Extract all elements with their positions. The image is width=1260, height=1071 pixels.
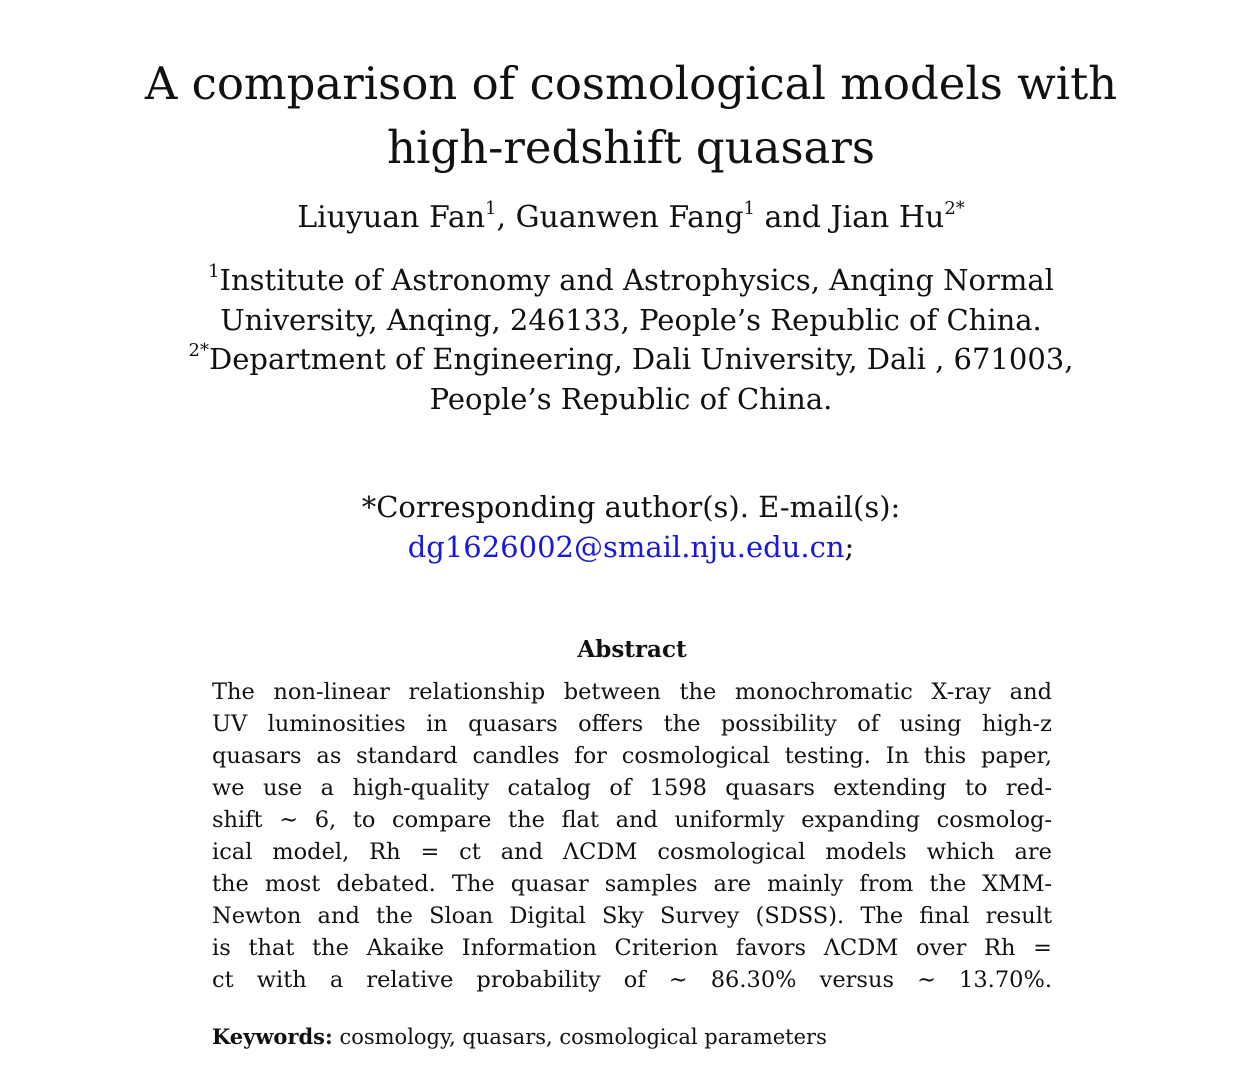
abstract-line: the most debated. The quasar samples are mainly from the XMM- xyxy=(212,871,1052,897)
keywords-text: cosmology, quasars, cosmological parameters xyxy=(339,1025,827,1049)
email-trailing-punct: ; xyxy=(844,529,855,564)
abstract-heading: Abstract xyxy=(577,636,687,663)
abstract-line: ct with a relative probability of ∼ 86.30% versus ∼ 13.70%. xyxy=(212,967,1052,993)
corresponding-author xyxy=(170,488,1092,567)
abstract-line: The non-linear relationship between the monochromatic X-ray and xyxy=(212,679,1052,705)
affiliations xyxy=(170,261,1092,419)
keywords xyxy=(212,1022,1072,1052)
paper-title xyxy=(140,52,1122,180)
title-line-2: high-redshift quasars xyxy=(387,121,875,175)
author-name: Liuyuan Fan xyxy=(297,200,486,235)
keywords-label: Keywords: xyxy=(212,1024,333,1049)
author-conjunction: and xyxy=(755,200,831,235)
affiliation-1-line-1 xyxy=(170,261,1092,301)
corresponding-email-line xyxy=(170,528,1092,568)
affiliation-text: Department of Engineering, Dali University, Dali , 671003, xyxy=(208,342,1074,376)
abstract-line: shift ∼ 6, to compare the flat and uniformly expanding cosmolog- xyxy=(212,807,1052,833)
title-line-1: A comparison of cosmological models with xyxy=(144,57,1118,111)
author-name: Guanwen Fang xyxy=(515,200,744,235)
affiliation-mark: 2* xyxy=(188,340,209,361)
author-separator: , xyxy=(496,200,516,235)
affiliation-1-line-2: University, Anqing, 246133, People’s Republic of China. xyxy=(220,302,1042,337)
author-name: Jian Hu xyxy=(830,200,945,235)
author-affiliation-mark: 1 xyxy=(485,198,497,219)
abstract-line: quasars as standard candles for cosmological testing. In this paper, xyxy=(212,743,1052,769)
abstract-line: Newton and the Sloan Digital Sky Survey (SDSS). The final result xyxy=(212,903,1052,929)
abstract-body xyxy=(212,676,1052,996)
affiliation-text: Institute of Astronomy and Astrophysics, Anqing Normal xyxy=(219,263,1054,297)
email-link[interactable]: dg1626002@smail.nju.edu.cn xyxy=(407,529,845,564)
affiliation-2-line-2: People’s Republic of China. xyxy=(429,381,833,416)
abstract-line: we use a high-quality catalog of 1598 quasars extending to red- xyxy=(212,775,1052,801)
author-affiliation-mark: 2* xyxy=(944,198,965,219)
abstract-line: is that the Akaike Information Criterion favors ΛCDM over Rh = xyxy=(212,935,1052,961)
author-affiliation-mark: 1 xyxy=(743,198,755,219)
abstract-line: ical model, Rh = ct and ΛCDM cosmological models which are xyxy=(212,839,1052,865)
author-list xyxy=(140,198,1122,238)
affiliation-2-line-1 xyxy=(170,340,1092,380)
corresponding-label: *Corresponding author(s). E-mail(s): xyxy=(361,490,901,524)
affiliation-mark: 1 xyxy=(208,261,220,282)
abstract-line: UV luminosities in quasars offers the possibility of using high-z xyxy=(212,711,1052,737)
